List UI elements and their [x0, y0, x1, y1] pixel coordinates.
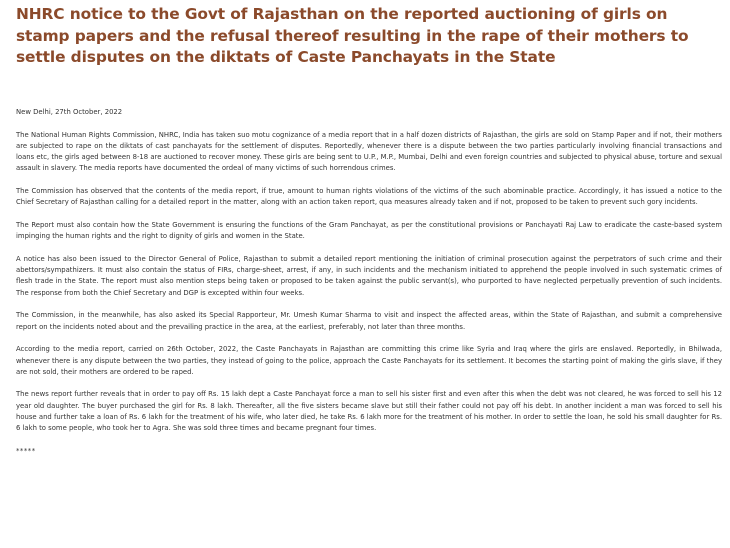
paragraph-5: The Commission, in the meanwhile, has also asked its Special Rapporteur, Mr. Umesh Kumar Sharma to visit and inspect the affected areas, within the State of Rajasthan, and submit a comprehensive report on the incidents noted about and the prevailing practice in the area, at the earliest, preferably, not later than three months. — [16, 311, 722, 331]
dateline: New Delhi, 27th October, 2022 — [16, 108, 123, 116]
paragraph-1: The National Human Rights Commission, NHRC, India has taken suo motu cognizance of a media report that in a half dozen districts of Rajasthan, the girls are sold on Stamp Paper and if not, their mothers are subjected to rape on the diktats of cast panchayats for the settlement of disputes. Reportedly, whenever there is a dispute between the two parties particularly involving financial transactions and loans etc, the girls aged between 8-18 are auctioned to recover money. These girls are being sent to U.P., M.P., Mumbai, Delhi and even foreign countries and subjected to physical abuse, torture and sexual assault in slavery. The media reports have documented the ordeal of many victims of such horrendous crimes. — [16, 130, 722, 173]
paragraph-6: According to the media report, carried on 26th October, 2022, the Caste Panchayats in Rajasthan are committing this crime like Syria and Iraq where the girls are enslaved. Reportedly, in Bhilwada, whenever there is any dispute between the two parties, they instead of going to the police, approach the Caste Panchayats for its settlement. It becomes the starting point of making the girls slave, if they are not sold, their mothers are ordered to be raped. — [16, 345, 722, 376]
article-body — [16, 107, 722, 457]
paragraph-7: The news report further reveals that in order to pay off Rs. 15 lakh dept a Caste Panchayat force a man to sell his sister first and even after this when the debt was not cleared, he was forced to sell his 12 year old daughter. The buyer purchased the girl for Rs. 8 lakh. Thereafter, all the five sisters became slave but still their father could not pay off his debt. In another incident a man was forced to sell his house and further take a loan of Rs. 6 lakh for the treatment of his wife, who later died, he take Rs. 6 lakh more for the treatment of his mother. In order to settle the loan, he sold his small daughter for Rs. 6 lakh to some people, who took her to Agra. She was sold three times and became pregnant four times. — [16, 390, 722, 433]
paragraph-4: A notice has also been issued to the Director General of Police, Rajasthan to submit a detailed report mentioning the initiation of criminal prosecution against the perpetrators of such crime and their abettors/sympathizers. It must also contain the status of FIRs, charge-sheet, arrest, if any, in such incidents and the mechanism initiated to apprehend the people involved in such systematic crimes of flesh trade in the State. The report must also mention steps being taken or proposed to be taken against the public servant(s), who purported to have neglected perpetually prevention of such incidents. The response from both the Chief Secretary and DGP is excepted within four weeks. — [16, 254, 722, 297]
page-title: NHRC notice to the Govt of Rajasthan on the reported auctioning of girls on stamp papers and the refusal thereof resulting in the rape of their mothers to settle disputes on the diktats of Caste Panchayats in the State — [16, 5, 689, 66]
paragraph-3: The Report must also contain how the State Government is ensuring the functions of the Gram Panchayat, as per the constitutional provisions or Panchayati Raj Law to eradicate the caste-based system impinging the human rights and the right to dignity of girls and women in the State. — [16, 220, 722, 241]
end-marker: ***** — [16, 446, 36, 455]
paragraph-2: The Commission has observed that the contents of the media report, if true, amount to human rights violations of the victims of the such abominable practice. Accordingly, it has issued a notice to the Chief Secretary of Rajasthan calling for a detailed report in the matter, along with an action taken report, qua measures already taken and if not, proposed to be taken to prevent such gory incidents. — [16, 187, 722, 207]
